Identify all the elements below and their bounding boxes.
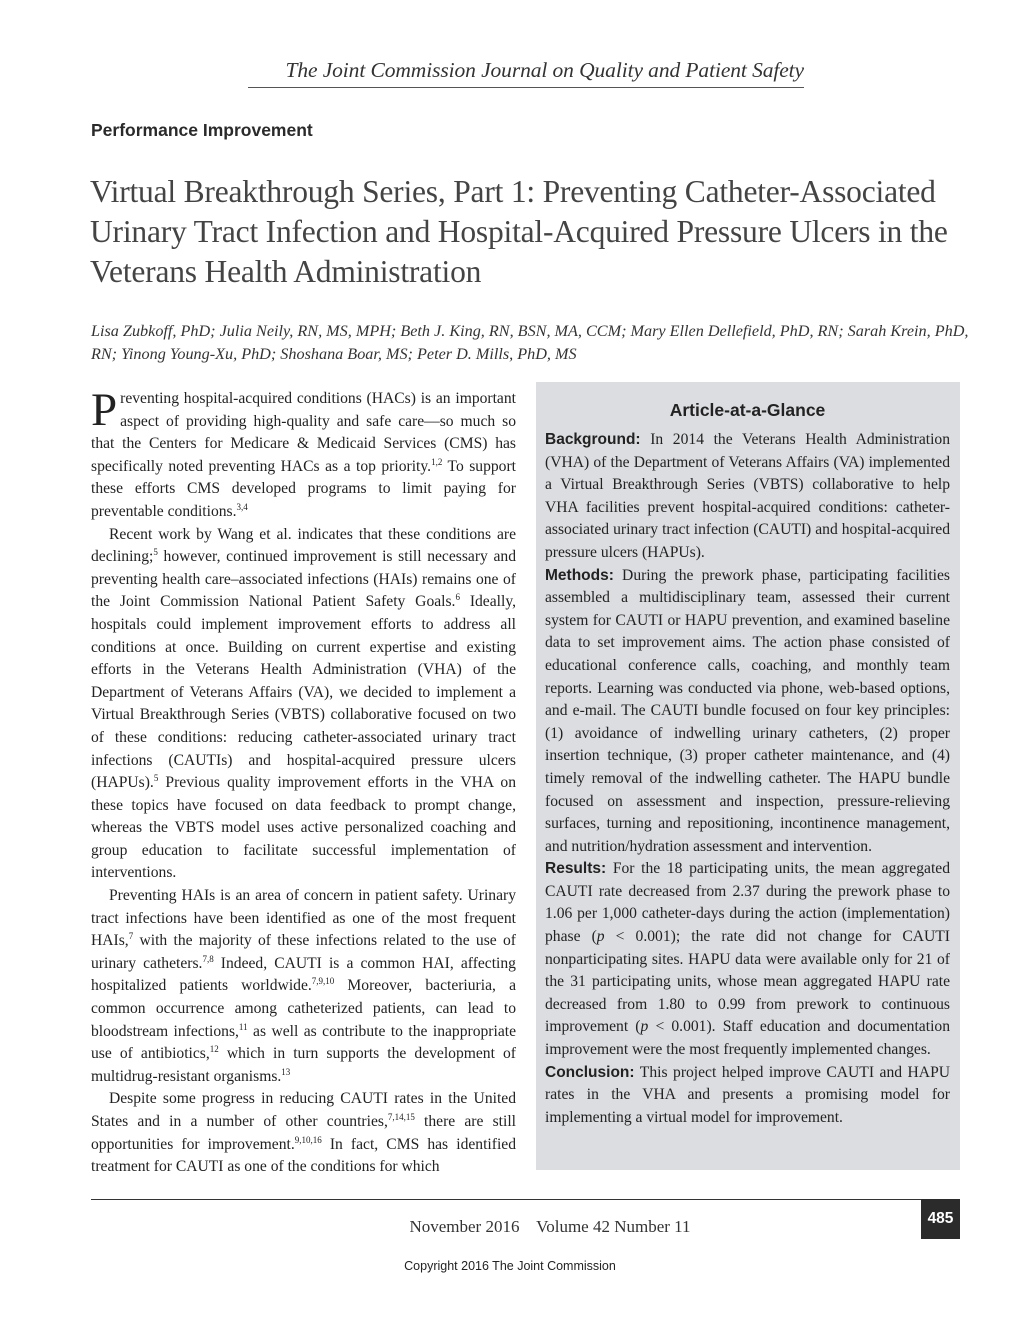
background-text: In 2014 the Veterans Health Administration (VHA) of the Department of Veterans Affairs (VA) implemented a Virtual Breakthrough Series (VBTS) collaborative to help VHA facilities prevent hospital-acquired conditions: catheter-associated urinary tract infection (CAUTI) and hospital-acquired pressure ulcers (HAPUs). xyxy=(545,431,950,561)
glance-results xyxy=(545,858,950,1061)
glance-body xyxy=(545,429,950,1129)
results-text: < 0.001); the rate did not change for CAUTI nonparticipating sites. HAPU data were available only for 21 of the 31 participating units, whose mean aggregated HAPU rate decreased from 1.80 to 0.99 from prework to continuous improvement ( xyxy=(545,928,950,1036)
reference-link[interactable]: 13 xyxy=(281,1066,291,1077)
text-run: Indeed, CAUTI is a common HAI, affecting hospitalized patients worldwide. xyxy=(91,954,516,995)
reference-link[interactable]: 7 xyxy=(128,931,134,942)
footer-divider xyxy=(91,1199,921,1200)
text-run: Preventing HAIs is an area of concern in patient safety. Urinary tract infections have been identified as one of the most frequent HAIs, xyxy=(91,887,516,950)
paragraph-2 xyxy=(91,524,516,886)
conclusion-label: Conclusion: xyxy=(545,1063,635,1081)
article-at-a-glance-box xyxy=(536,382,960,1170)
author-list: Lisa Zubkoff, PhD; Julia Neily, RN, MS, MPH; Beth J. King, RN, BSN, MA, CCM; Mary Ellen Dellefield, PhD, RN; Sarah Krein, PhD, RN; Yinong Young-Xu, PhD; Shoshana Boar, MS; Peter D. Mills, PhD, MS xyxy=(91,322,969,363)
text-run: Ideally, hospitals could implement improvement efforts to address all conditions at once. Building on current expertise and existing efforts in the Veterans Health Administration (VHA) of the Department of Veterans Affairs (VA), we decided to implement a Virtual Breakthrough Series (VBTS) collaborative focused on two of these conditions: reducing catheter-associated urinary tract infections (CAUTIs) and hospital-acquired pressure ulcers (HAPUs). xyxy=(91,593,516,792)
reference-link[interactable]: 11 xyxy=(238,1021,248,1032)
paragraph-3 xyxy=(91,885,516,1088)
results-text: For the 18 participating units, the mean aggregated CAUTI rate decreased from 2.37 during the prework phase to 1.06 per 1,000 catheter-days during the action (implementation) phase ( xyxy=(545,860,950,946)
reference-link[interactable]: 3,4 xyxy=(236,501,248,512)
text-run: To support these efforts CMS developed programs to limit paying for preventable conditions. xyxy=(91,457,516,520)
results-label: Results: xyxy=(545,860,607,878)
reference-link[interactable]: 6 xyxy=(455,592,460,603)
text-run: there are still opportunities for improvement. xyxy=(91,1113,516,1153)
text-run: however, continued improvement is still necessary and preventing health care–associated infections (HAIs) remains one of the Joint Commission National Patient Safety Goals. xyxy=(91,548,516,611)
reference-link[interactable]: 9,10,16 xyxy=(294,1134,322,1145)
paragraph-1 xyxy=(91,388,516,524)
text-run: reventing hospital-acquired conditions (HACs) is an important aspect of providing high-quality and safe care—so much so that the Centers for Medicare & Medicaid Services (CMS) has specifically noted preventing HACs as a top priority. xyxy=(91,390,516,475)
reference-link[interactable]: 12 xyxy=(209,1044,219,1055)
text-run: with the majority of these infections related to the use of urinary catheters. xyxy=(91,932,516,972)
conclusion-text: This project helped improve CAUTI and HAPU rates in the VHA and presents a promising model for implementing a virtual model for improvement. xyxy=(545,1063,950,1126)
text-run: Moreover, bacteriuria, a common occurrence among catheterized patients, can lead to bloodstream infections, xyxy=(91,977,516,1040)
copyright-notice: Copyright 2016 The Joint Commission xyxy=(404,1259,616,1273)
body-column xyxy=(91,388,516,1176)
reference-link[interactable]: 5 xyxy=(153,547,158,558)
article-title: Virtual Breakthrough Series, Part 1: Preventing Catheter-Associated Urinary Tract Infection and Hospital-Acquired Pressure Ulcers in the Veterans Health Administration xyxy=(90,174,948,289)
p-value-symbol: p xyxy=(640,1018,649,1036)
methods-label: Methods: xyxy=(545,566,614,584)
text-run: Recent work by Wang et al. indicates that these conditions are declining; xyxy=(91,525,516,566)
background-label: Background: xyxy=(545,431,641,448)
paragraph-4 xyxy=(91,1088,516,1176)
glance-title: Article-at-a-Glance xyxy=(669,400,826,420)
reference-link[interactable]: 7,14,15 xyxy=(387,1112,415,1122)
text-run: Previous quality improvement efforts in the VHA on these topics have focused on data feedback to prompt change, whereas the VBTS model uses active personalized coaching and group education to facilitate successful implementation of interventions. xyxy=(91,774,516,882)
text-run: which in turn supports the development of multidrug-resistant organisms. xyxy=(91,1045,516,1085)
issue-info: November 2016 Volume 42 Number 11 xyxy=(409,1217,691,1236)
text-run: Despite some progress in reducing CAUTI rates in the United States and in a number of other countries, xyxy=(91,1090,516,1130)
section-label: Performance Improvement xyxy=(91,120,313,140)
drop-cap: P xyxy=(91,388,118,436)
results-text: < 0.001). Staff education and documentation improvement were the most frequently implemented changes. xyxy=(545,1018,950,1059)
reference-link[interactable]: 5 xyxy=(153,773,159,784)
glance-background xyxy=(545,429,950,565)
journal-title: The Joint Commission Journal on Quality and Patient Safety xyxy=(248,58,804,88)
reference-link[interactable]: 7,8 xyxy=(202,953,214,964)
p-value-symbol: p xyxy=(596,928,605,946)
reference-link[interactable]: 7,9,10 xyxy=(311,976,335,987)
text-run: as well as contribute to the inappropriate use of antibiotics, xyxy=(91,1022,516,1063)
methods-text: During the prework phase, participating facilities assembled a multidisciplinary team, assessed their current system for CAUTI or HAPU prevention, and examined baseline data to set improvement aims. The action phase consisted of educational conference calls, coaching, and monthly team reports. Learning was conducted via phone, web-based options, and e-mail. The CAUTI bundle focused on four key principles: (1) avoidance of indwelling urinary catheters, (2) proper insertion technique, (3) proper catheter maintenance, and (4) timely removal of the indwelling catheter. The HAPU bundle focused on assessment and inspection, pressure-relieving surfaces, turning and repositioning, incontinence management, and nutrition/hydration assessment and intervention. xyxy=(545,566,950,855)
glance-conclusion xyxy=(545,1062,950,1130)
glance-methods xyxy=(545,565,950,859)
text-run: In fact, CMS has identified treatment for CAUTI as one of the conditions for which xyxy=(91,1135,516,1176)
page-number: 485 xyxy=(921,1199,960,1239)
reference-link[interactable]: 1,2 xyxy=(431,456,443,467)
